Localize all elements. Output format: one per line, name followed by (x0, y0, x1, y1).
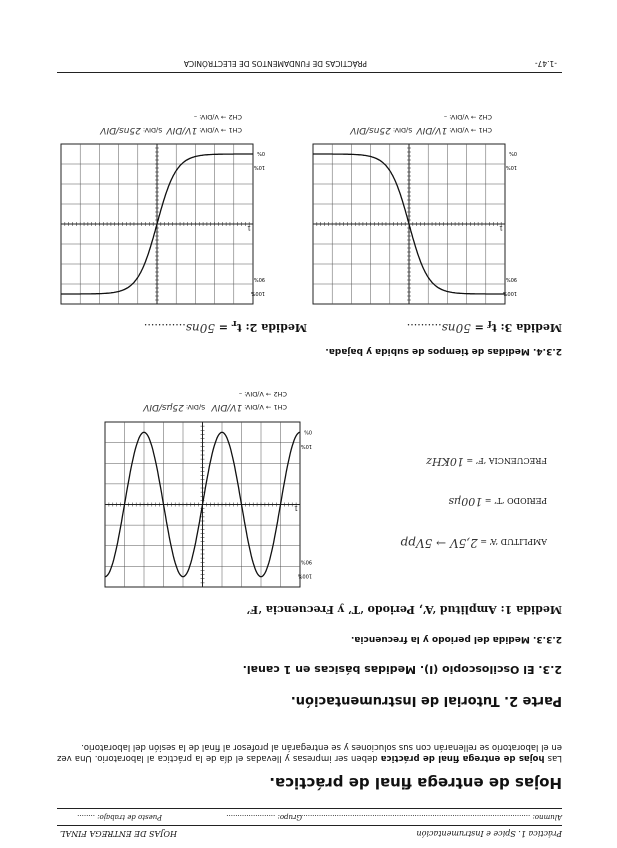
footer-rule (57, 72, 562, 73)
scope-fall-ch1: CH1 → V/DIV: 1V/DIV S/DIV: 25ns/DIV (350, 125, 492, 135)
medida3-value: 50ns (441, 321, 471, 335)
ch1-marker: 1 (499, 224, 503, 231)
pct-label: 100% (250, 290, 265, 296)
amplitud-row: AMPLITUD ‘A’ = 2,5V → 5Vpp (400, 536, 547, 550)
header-right: HOJAS DE ENTREGA FINAL (60, 829, 177, 838)
pct-label: 10% (253, 164, 265, 170)
medida1-heading: Medida 1: Amplitud ‘A’, Periodo ‘T’ y Frecuencia ‘F’ (246, 603, 562, 616)
pct-label: 100% (502, 290, 517, 296)
pct-label: 0% (509, 150, 517, 156)
ch1-marker: 1 (247, 224, 251, 231)
frecuencia-value: 10KHz (426, 455, 464, 468)
page-title: Hojas de entrega final de práctica. (269, 774, 562, 792)
scope-sine-ch2: CH2 → V/DIV: – (238, 390, 287, 398)
pct-label: 0% (257, 150, 265, 156)
scope-rise-ch1: CH1 → V/DIV: 1V/DIV S/DIV: 25ns/DIV (100, 125, 242, 135)
medida3-row: Medida 3: $t_f = 50ns$.......... (406, 317, 562, 335)
periodo-value: 100µs (448, 495, 483, 508)
alumno-field: Alumno: .......................................................................................................... (294, 813, 562, 821)
periodo-row: PERIODO ‘T’ = 100µs (448, 495, 547, 508)
intro-paragraph: Las hojas de entrega final de práctica deben ser impresas y llevadas el día de la práctica al laboratorio. Una vez en el laboratorio se rellenarán con sus soluciones y se entregarán al profesor al final de la sesión del laboratorio. (56, 742, 562, 763)
frecuencia-row: FRECUENCIA ‘F’ = 10KHz (426, 455, 547, 468)
medida2-value: 50ns (185, 321, 215, 335)
parte2-heading: Parte 2. Tutorial de Instrumentación. (290, 693, 562, 708)
section-2-3: 2.3. El Osciloscopio (I). Medidas básicas en 1 canal. (242, 663, 562, 676)
pct-label: 10% (300, 442, 312, 449)
amplitud-value: 2,5V → 5Vpp (400, 536, 478, 550)
section-2-3-3: 2.3.3. Medida del periodo y la frecuencia. (350, 634, 562, 644)
scope-rise (55, 138, 267, 308)
header-left: Práctica 1. Spice e Instrumentación (416, 829, 562, 838)
pct-label: 90% (300, 558, 312, 565)
section-2-3-4: 2.3.4. Medidas de tiempos de subida y bajada. (325, 346, 562, 356)
scope-sine (99, 416, 314, 591)
pct-label: 90% (505, 276, 517, 282)
ch1-marker: 1 (294, 504, 298, 512)
footer-left: PRÁCTICAS DE FUNDAMENTOS DE ELECTRÓNICA (183, 59, 367, 68)
pct-label: 0% (304, 428, 312, 435)
scope-sine-ch1: CH1 → V/DIV: 1V/DIV S/DIV: 25µs/DIV (143, 402, 287, 412)
footer-right: -1.47- (534, 59, 557, 68)
pct-label: 90% (253, 276, 265, 282)
puesto-field: Puesto de trabajo: ........ (77, 813, 162, 821)
header-rule-2 (57, 808, 562, 809)
pct-label: 100% (297, 572, 312, 579)
grupo-field: Grupo: ...................... (226, 813, 302, 821)
scope-fall-ch2: CH2 → V/DIV: – (443, 113, 492, 121)
scope-fall (307, 138, 519, 308)
header-rule (57, 825, 562, 826)
pct-label: 10% (505, 164, 517, 170)
scope-rise-ch2: CH2 → V/DIV: – (193, 113, 242, 121)
medida2-row: Medida 2: $t_r = 50ns$............ (143, 317, 307, 335)
